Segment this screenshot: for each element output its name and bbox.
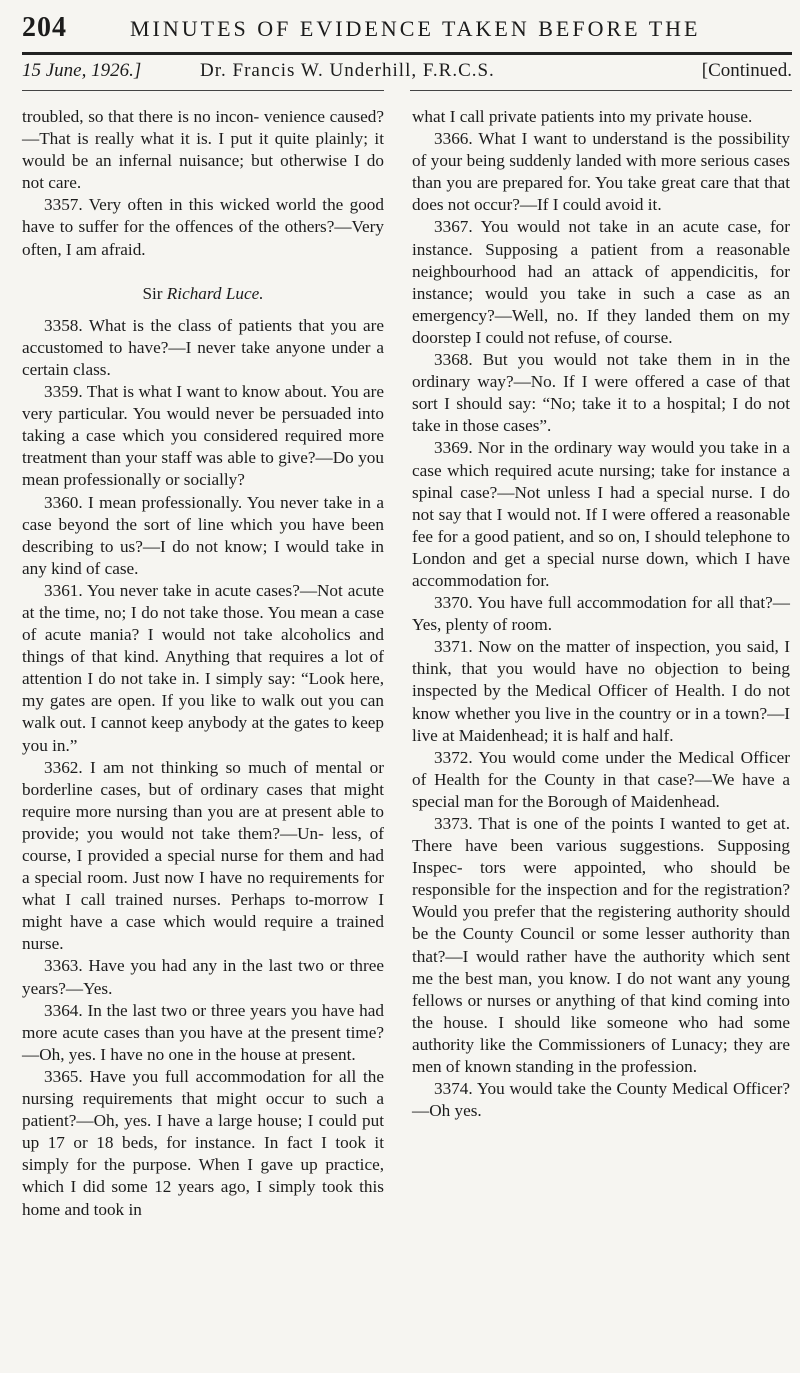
questioner-heading [22,283,384,305]
question-3364: 3364. In the last two or three years you have had more acute cases than you have at the present time?—Oh, yes. I have no one in the house at present. [22,1000,384,1064]
question-3371: 3371. Now on the matter of inspection, you said, I think, that you would have no objection to being inspected by the Medical Officer of Health. I do not know whether you live in the country or in a town?—I live at Maidenhead; it is half and half. [412,637,790,745]
question-3359: 3359. That is what I want to know about. You are very particular. You would never be persuaded into taking a case which you considered required more treatment than your staff was able to give?—Do you mean professionally or socially? [22,382,384,490]
question-3374: 3374. You would take the County Medical Officer?—Oh yes. [412,1079,790,1121]
questioner-name: Richard Luce. [166,283,264,303]
session-date: 15 June, 1926.] [22,60,142,81]
page-header [22,12,792,52]
header-rule [22,52,792,55]
question-3367: 3367. You would not take in an acute case, for instance. Supposing a patient from a reasonable neighbourhood had an attack of appendicitis, for instance; would you take in such a case as an emergency?—Well, no. If they landed them on my doorstep I could not refuse, of course. [412,217,790,347]
right-column [412,106,790,1122]
paragraph-continued: troubled, so that there is no incon- venience caused?—That is really what it is. I put it quite plainly; it would be an infernal nuisance; but otherwise I do not care. [22,107,384,193]
question-3372: 3372. You would come under the Medical Officer of Health for the County in that case?—We have a special man for the Borough of Maidenhead. [412,747,790,811]
questioner-title: Sir [142,283,163,303]
question-3363: 3363. Have you had any in the last two or three years?—Yes. [22,956,384,998]
question-3360: 3360. I mean professionally. You never take in a case beyond the sort of line which you have been describing to us?—I do not know; I would take in any kind of case. [22,492,384,578]
question-3365: 3365. Have you full accommodation for all the nursing requirements that might occur to such a patient?—Oh, yes. I have a large house; I could put up 17 or 18 beds, for instance. In fact I took it simply for the purpose. When I gave up practice, which I did some 12 years ago, I simply took this home and took in [22,1066,384,1219]
running-title: MINUTES OF EVIDENCE TAKEN BEFORE THE [130,16,701,41]
page-number: 204 [22,12,67,43]
question-3358: 3358. What is the class of patients that you are accustomed to have?—I never take anyone under a certain class. [22,315,384,379]
question-3368: 3368. But you would not take them in in the ordinary way?—No. If I were offered a case of that sort I should say: “No; take it to a hospital; I do not take in those cases”. [412,350,790,436]
question-3366: 3366. What I want to understand is the possibility of your being suddenly landed with more serious cases than you are prepared for. You take great care that that does not occur?—If I could avoid it. [412,129,790,215]
continued-label: [Continued. [701,60,792,81]
left-divider [22,90,384,91]
question-3357: 3357. Very often in this wicked world the good have to suffer for the offences of the others?—Very often, I am afraid. [22,195,384,259]
left-column [22,106,384,1221]
witness-name: Dr. Francis W. Underhill, F.R.C.S. [200,60,495,81]
question-3373: 3373. That is one of the points I wanted to get at. There have been various suggestions. Supposing Inspec- tors were appointed, who should be responsible for the inspection and for the registration? Would you prefer that the registering authority should be the County Council or some lesser authority than that?—I would rather have the authority which sent me the best man, you know. I do not want any young fellows or nurses or anything of that kind coming into the house. I should like someone who had some authority like the Commissioners of Lunacy; they are men of known standing in the profession. [412,814,790,1077]
paragraph-continued: what I call private patients into my private house. [412,107,753,126]
question-3369: 3369. Nor in the ordinary way would you take in a case which required acute nursing; take for instance a spinal case?—Not unless I had a special nurse. I do not say that I would not. If I were offered a reasonable fee for a good patient, and so on, I should telephone to London and get a special nurse down, which I have accommodation for. [412,438,790,590]
question-3361: 3361. You never take in acute cases?—Not acute at the time, no; I do not take those. You mean a case of acute mania? I would not take alcoholics and things of that kind. Anything that requires a lot of attention I do not take in. I simply say: “Look here, my gates are open. If you like to walk out you can walk out. I cannot keep anybody at the gates to keep you in.” [22,580,384,755]
question-3362: 3362. I am not thinking so much of mental or borderline cases, but of ordinary cases that might require more nursing than you are at present able to provide; you would not take them?—Un- less, of course, I provided a special nurse for them and had a special room. Just now I have no requirements for what I call trained nurses. Perhaps to-morrow I might have a case which would require a trained nurse. [22,757,384,954]
sub-header [22,58,792,86]
question-3370: 3370. You have full accommodation for all that?—Yes, plenty of room. [412,593,790,635]
right-divider [410,90,792,91]
